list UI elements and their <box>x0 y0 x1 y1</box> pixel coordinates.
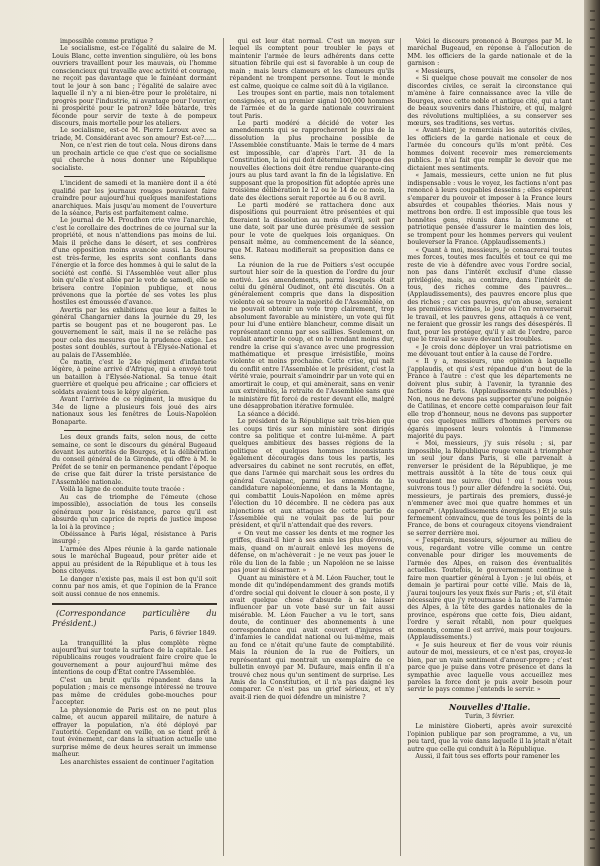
paragraph: Voici le discours prononcé à Bourges par M. le maréchal Bugeaud, en réponse à l'allocution de MM. les officiers de la garde nationale et de la garnison : <box>407 38 573 68</box>
paragraph: Le président de la République sait très-bien que les coups tirés sur son ministère sont dirigés contre sa politique et contre lui-même. A part quelques ambitieux des basses régions de la politique et quelques hommes inconsistants également découragés dans tous les partis, les adversaires du cabinet ne sont recrutés, en effet, que dans l'armée qui marchait sous les ordres du général Cavaignac, parmi les ennemis de la candidature napoléonienne, et dans la Montagne, qui combattit Louis-Napoléon en même après l'élection du 10 décembre. Il ne cèdera pas aux injonctions et aux attaques de cette partie de l'Assemblée qui ne voulait pas de lui pour président, et qu'il n'attendait que des revers. <box>229 418 395 530</box>
paragraph: Avertis par les exhibitions que leur a faites le général Changarnier dans la journée du 29, les partis se bougent pas et ne bougeront pas. Le gouvernement le sait, mais il ne se relâche pas pour cela des mesures que la prudence exige. Les postes sont doublés, surtout à l'Élysée-National et au palais de l'Assemblée. <box>52 306 217 359</box>
paragraph: « On veut me casser les dents et me rogner les griffes, disait-il hier à ses amis les plus dévoués, mais, quand on m'aurait enlevé les moyens de défense, on m'achèverait : je ne veux pas jouer le rôle du lion de la fable ; un Napoléon ne se laisse pas jouer ni désarmer. » <box>229 529 395 575</box>
column-middle <box>223 38 401 856</box>
paragraph: « Moi, messieurs, j'y suis résolu ; si, par impossible, la République rouge venait à triompher un seul jour dans Paris, si elle parvenait à renverser le président de la République, je me mettrais aussitôt à la tête de tous ceux qui voudraient me suivre. (Oui ! oui ! nous vous suivrons tous !) pour aller défendre la société. Oui, messieurs, je partirais des premiers, dussé-je n'emmener avec moi que quatre hommes et un caporal*. (Applaudissements énergiques.) Et je suis fermement convaincu, que de tous les points de la France, de bons et courageux citoyens viendraient se serrer derrière moi. <box>407 440 573 537</box>
paragraph: Ce matin, c'est le 24e régiment d'infanterie légère, à peine arrivé d'Afrique, qui a envoyé tout un bataillon à l'Élysée-National. Sa tenue était guerrière et quelque peu africaine ; car officiers et soldats avaient tous le képy algérien. <box>52 359 217 396</box>
paragraph: C'est un bruit qu'ils répandent dans la population ; mais ce mensonge intéressé ne trouve pas même de crédules gobe-mouches pour l'accepter. <box>52 676 217 707</box>
paragraph: La tranquillité la plus complète règne aujourd'hui sur toute la surface de la capitale. Les républicains rouges voudraient faire croire que le gouvernement a pour aujourd'hui même des intentions de coup d'État contre l'Assemblée. <box>52 639 217 677</box>
paragraph: Le ministère Gioberti, après avoir surexcité l'opinion publique par son programme, a vu, un peu tard, que la voie dans laquelle il la jetait n'était autre que celle qui conduit à la République. <box>407 723 573 753</box>
paragraph: L'armée des Alpes réunie à la garde nationale sous le maréchal Bugeaud, pour prêter aide et appui au président de la République et à tous les bons citoyens. <box>52 545 217 576</box>
section-divider-double <box>52 603 217 605</box>
paragraph: Avant l'arrivée de ce régiment, la musique du 34e de ligne a plusieurs fois joué des airs nationaux sous les fenêtres de Louis-Napoléon Bonaparte. <box>52 396 217 426</box>
paragraph: Aussi, il fait tous ses efforts pour ramener les <box>415 753 560 761</box>
paragraph: Le danger n'existe pas, mais il est bon qu'il soit connu par nos amis, et que l'opinion de la France soit aussi connue de nos ennemis. <box>52 575 217 598</box>
paragraph: Les troupes sont en partie, mais non totalement consignées, et au premier signal 100,000 hommes de l'armée et de la garde nationale couvriraient tout Paris. <box>229 90 395 120</box>
article-incident-samedi <box>52 180 217 426</box>
dateline: Turin, 3 février. <box>464 712 515 720</box>
paragraph: « Je suis heureux et fier de vous voir réunis autour de moi, messieurs, et ce n'est pas, croyez-le bien, par un vain sentiment d'amour-propre ; c'est parce que je puise dans votre présence et dans la sympathie avec laquelle vous accueillez mes paroles la force dont je puis avoir besoin pour servir le pays comme j'entends le servir. » <box>407 641 573 694</box>
dateline: Paris, 6 février 1849. <box>149 630 217 638</box>
correspondence-heading: (Correspondance particulière du Président.) <box>52 609 217 629</box>
paragraph: « Il y a, messieurs, une opinion à laquelle j'applaudis, et qui s'est répandue d'un bout de la France à l'autre : c'est que les départements ne doivent plus subir, à l'avenir, la tyrannie des factions de Paris. (Applaudissements redoublés.) Non, nous ne devons pas supporter qu'une poignée de Catilinas, et encore cette comparaison leur fait elle trop d'honneur, nous ne devons pas supporter que ces quelques milliers d'hommes pervers ou égarés imposent leurs volontés à l'immense majorité du pays. <box>407 358 573 441</box>
section-divider <box>419 698 560 699</box>
paragraph: « Messieurs, <box>415 67 456 75</box>
paragraph: La physionomie de Paris est on ne peut plus calme, et aucun appareil militaire, de nature à effrayer la population, n'a été déployé par l'autorité. Cependant on veille, on se tient prêt à tout événement, car dans la situation actuelle une surprise même de deux heures serait un immense malheur. <box>52 706 217 759</box>
paragraph: qui est leur état normal. C'est un moyen sur lequel ils comptent pour troubler le pays et maintenir l'armée de leurs adhérents dans cette situation fébrile qui est si favorable à un coup de main ; mais leurs clameurs et les clameurs qu'ils répandent ne trompent personne. Tout le monde est calme, quoique ce calme soit dû à la vigilance. <box>229 38 395 90</box>
text-columns <box>46 38 578 856</box>
paragraph: « Quant à moi, messieurs, je consacrerai toutes mes forces, toutes mes facultés et tout ce qui me reste de vie à défendre avec vous l'ordre social, non pas dans l'intérêt exclusif d'une classe privilégiée, mais, au contraire, dans l'intérêt de tous, des riches comme des pauvres... (Applaudissements), des pauvres encore plus que des riches ; car ces pauvres, qu'on abuse, seraient les premières victimes, le jour où l'on renverserait le travail, et les pauvres gens, attaqués à ce vent, ne feraient que grossir les rangs des désespérés. Il faut, pour les protéger, qu'il y ait de l'ordre, parce que le travail se sauve devant les troubles. <box>407 246 573 344</box>
column-right <box>400 38 578 856</box>
paragraph: « Avant-hier, je remerciais les autorités civiles, les officiers de la garde nationale et ceux de l'armée du concours qu'ils m'ont prêté. Ces hommes doivent recevoir mes remerciements publics. Je n'ai fait que remplir le devoir que me dictaient mes sentiments. <box>407 127 573 172</box>
paragraph: Le socialisme, est-ce l'égalité du salaire de M. Louis Blanc, cette invention singulière, où les bons ouvriers travaillent pour les mauvais, où l'homme consciencieux qui travaille avec activité et courage, ne reçoit pas davantage que le fainéant dormant tout le jour à son banc ; l'égalité de salaire avec laquelle il n'y a ni bien-être pour le prolétaire, ni progrès pour l'industrie, ni avantage pour l'ouvrier, ni prospérité pour le patron? Idée bâtarde, très féconde pour servir de texte à de pompeux discours, mais mortelle pour les ateliers. <box>52 45 217 127</box>
paragraph: Quant au ministère et à M. Léon Faucher, tout le monde dit qu'indépendamment des grands motifs d'ordre social qui doivent le clouer à son poste, il y avait quelque chose d'absurde à se laisser influencer par un vote basé sur un fait aussi misérable. M. Léon Faucher a vu le tort, sans doute, de continuer des abonnements à une correspondance qui avait couvert d'injures et d'infamies le candidat national ou lui-même, mais au fond ce n'était qu'une faute de comptabilité. Mais la réunion de la rue de Poitiers, un représentant qui montrait un exemplaire de ce bulletin envoyé par M. Dufaure, mais enfin il n'a trouvé chez nous qu'un sentiment de surprise. Les Amis de la Constitution, et il n'a pas daigné les comparer. Ce n'est pas un grief sérieux, et n'y avait-il rien de quoi défendre un ministre ? <box>229 574 395 701</box>
column-left <box>46 38 223 856</box>
paragraph: Le parti modéré se rattachera donc aux dispositions qui pourraient être présentées et qui fixeraient la dissolution au mois d'avril, soit par une date, soit par une durée présumée de session pour le vote de quelques lois organiques. On pensait même, au commencement de la séance, que M. Rateau modifierait sa proposition dans ce sens. <box>229 201 395 262</box>
binding-stitching <box>590 10 595 856</box>
article-deux-grands-faits <box>52 434 217 598</box>
article-nouvelles-italie <box>407 723 572 760</box>
article-correspondance <box>52 640 217 767</box>
paragraph: « Jamais, messieurs, cette union ne fut plus indispensable : vous le voyez, les factions n'ont pas renoncé à leurs coupables desseins ; elles espèrent s'emparer du pouvoir et imposer à la France leurs absurdes et coupables théories. Mais nous y mettrons bon ordre. Il est impossible que tous les honnêtes gens, réunis dans la commune et patriotique pensée d'assurer le maintien des lois, se trompent pour les hommes pervers qui veulent bouleverser la France. (Applaudissements.) <box>407 172 573 247</box>
section-divider <box>64 430 205 431</box>
paragraph: « J'espérais, messieurs, séjourner au milieu de vous, regardant votre ville comme un centre convenable pour diriger les mouvements de l'armée des Alpes, en raison des éventualités actuelles. Toutefois, le gouvernement continue à faire mon quartier général à Lyon : je lui obéis, et demain je partirai pour cette ville. Mais de là, j'aurai toujours les yeux fixés sur Paris ; et, s'il était nécessaire que j'y retournasse à la tête de l'armée des Alpes, à la tête des gardes nationales de la province, espérons que cette fois, Dieu aidant, l'ordre y serait rétabli, non pour quelques moments, comme il est arrivé, mais pour toujours. (Applaudissements.) <box>407 537 573 642</box>
paragraph: « Je crois donc déployer un vrai patriotisme en me dévouant tout entier à la cause de l'ordre. <box>407 343 573 359</box>
paragraph: Non, ce n'est rien de tout cela. Nous dirons dans un prochain article ce que c'est que ce socialisme qui cherche à nous donner une République socialiste. <box>52 142 217 172</box>
paragraph: Les anarchistes essaient de continuer l'agitation <box>60 758 214 766</box>
paragraph: Le journal de M. Proudhon crie vive l'anarchie, c'est le corollaire des doctrines de ce journal sur la propriété, et nous n'attendions pas moins de lui. Mais il prêche dans le désert, et ses confrères d'une opposition moins avancée aussi. La Bourse est très-ferme, les esprits sont confiants dans l'énergie et la force des hommes à qui le salut de la société est confié. Si l'Assemblée veut aller plus loin qu'elle n'est allée par le vote de samedi, elle se brisera contre l'opinion publique, et nous prévenons que la portée de ses votes les plus hostiles est émoussée d'avance. <box>52 217 217 307</box>
paragraph: Les deux grands faits, selon nous, de cette semaine, ce sont le discours du général Bugeaud devant les autorités de Bourges, et la délibération du conseil général de la Gironde, qui offre à M. le Préfet de se tenir en permanence pendant l'époque de crise que fait durer la triste persistance de l'Assemblée nationale. <box>52 434 217 486</box>
section-divider <box>64 176 205 177</box>
article-socialisme <box>52 38 217 172</box>
paragraph: Au cas de triomphe de l'émeute (chose impossible), association de tous les conseils généraux pour la résistance, parce qu'il est absurde qu'un caprice de repris de justice impose la loi à la province ; <box>52 493 217 531</box>
paragraph: Voilà la ligne de conduite toute tracée : <box>60 486 185 494</box>
paragraph: La séance a décidé. <box>237 410 300 418</box>
paragraph: « Si quelque chose pouvait me consoler de nos discordes civiles, ce serait la circonstance qui m'amène à faire connaissance avec la ville de Bourges, avec cette noble et antique cité, qui a tant de beaux souvenirs dans l'histoire, et qui, malgré des révolutions multipliées, a su conserver ses mœurs, ses traditions, ses vertus. <box>407 75 573 127</box>
section-heading-italie: Nouvelles d'Italie. <box>449 701 531 712</box>
paragraph: Obéissance à Paris légal, résistance à Paris insurgé ; <box>52 531 217 546</box>
paragraph: L'incident de samedi et la manière dont il a été qualifié par les journaux rouges pouvaient faire craindre pour aujourd'hui quelques manifestations anarchiques. Mais jusqu'au moment de l'ouverture de la séance, Paris est parfaitement calme. <box>52 180 217 217</box>
paragraph: Le parti modéré a décidé de voter les amendements qui se rapprocheront le plus de la dissolution la plus prochaine possible de l'Assemblée constituante. Mais le terme de 4 mars est impossible, car d'après l'art. 31 de la Constitution, la loi qui doit déterminer l'époque des nouvelles élections doit être rendue quarante-cinq jours au plus tard avant la fin de la législative. En supposant que la proposition fût adoptée après une troisième délibération le 12 ou le 14 de ce mois, la date des élections serait reportée au 6 ou 8 avril. <box>229 119 395 202</box>
paragraph: impossible comme pratique ? <box>60 38 153 45</box>
article-discours-bugeaud <box>407 38 572 694</box>
paragraph: Le socialisme, est-ce M. Pierre Leroux avec sa triade, M. Considérant avec son amour? Est-ce?...... <box>52 127 217 142</box>
paragraph: La réunion de la rue de Poitiers s'est occupée surtout hier soir de la question de l'ordre du jour motivé. Les amendements, parmi lesquels était celui du général Oudinot, ont été discutés. On a généralement compris que dans la disposition violente où se trouve la majorité de l'Assemblée, on ne pouvait obtenir un vote trop clairement, trop absolument favorable au ministère, un vote qui fût pour lui d'une entière blancheur, comme disait un représentant connu par ses saillies. Seulement, on voulait amortir le coup, et on le rendant moins dur, rendre la crise qui s'avance avec une progression mathématique et presque irrésistible, moins violente et moins prochaine. Cette crise, qui naît du conflit entre l'Assemblée et le président, c'est la vérité vraie, pourrait s'amoindrir par un vote qui en amortirait le coup, et qui amènerait, sans en venir aux extrémités, la retraite de l'Assemblée sans que le ministère fût forcé de rester devant elle, malgré une désapprobation itérative formulée. <box>229 261 395 411</box>
